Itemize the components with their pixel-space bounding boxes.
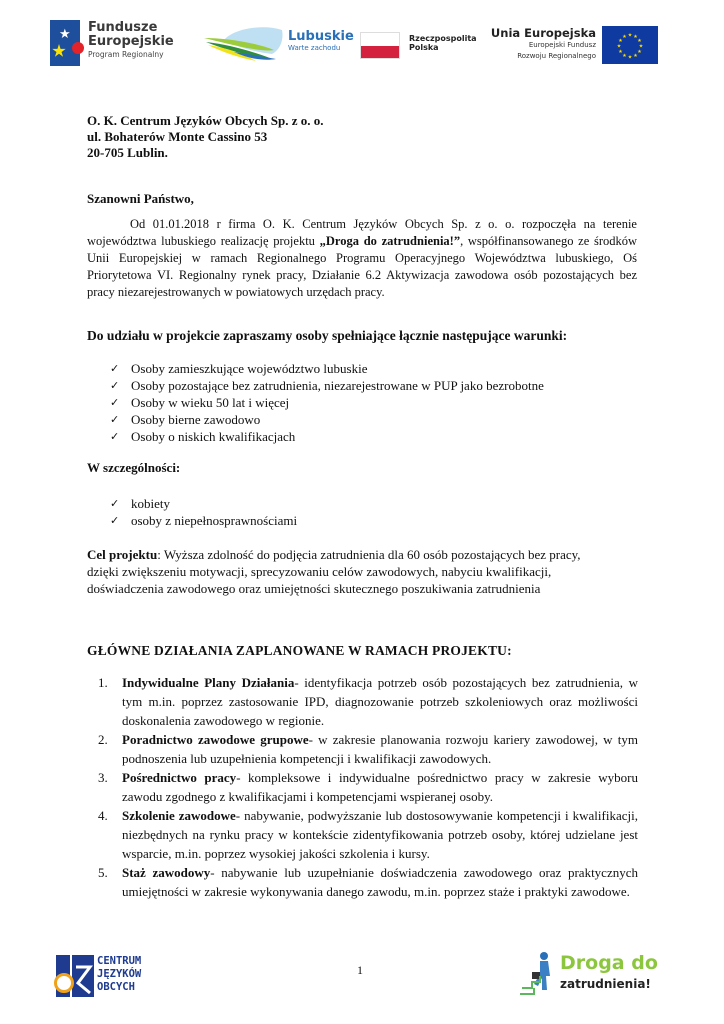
fundusze-line1: Fundusze (88, 20, 158, 35)
greeting: Szanowni Państwo, (87, 191, 194, 206)
activities-list (98, 673, 638, 901)
polska-line1: Rzeczpospolita (409, 34, 477, 43)
recipient-address (87, 113, 324, 161)
eu-star-icon: ★ (638, 44, 644, 50)
checkmark-icon: ✓ (110, 362, 120, 375)
rzeczpospolita-polska-logo (360, 30, 480, 62)
activity-item: 3. Pośrednictwo pracy- kompleksowe i indywidualne pośrednictwo pracy w zakresie wyboru zawodu zgodnego z kwalifikacjami i kompetencjami wspieranej osoby. (98, 770, 639, 804)
fundusze-line2: Europejskie (88, 34, 174, 49)
goal-text: : Wyższa zdolność do podjęcia zatrudnienia dla 60 osób pozostających bez pracy, dzięki zwiększeniu motywacji, sprecyzowaniu celów zawodowych, nabyciu kwalifikacji, doświadczenia zawodowego oraz umiejętności skutecznego poszukiwania zatrudnienia (87, 547, 581, 596)
eu-star-icon: ★ (622, 35, 627, 40)
eu-star-icon: ★ (633, 54, 638, 59)
checkmark-icon: ✓ (110, 379, 120, 392)
eu-star-icon: ★ (618, 50, 623, 55)
polska-line2: Polska (409, 43, 439, 52)
lubuskie-logo (204, 24, 354, 68)
list-item: ✓ Osoby bierne zawodowo (110, 412, 261, 427)
checkmark-icon: ✓ (110, 514, 120, 527)
checkmark-icon: ✓ (110, 396, 120, 409)
project-name: „Droga do zatrudnienia!” (319, 234, 461, 248)
unia-europejska-logo (488, 24, 658, 68)
eu-star-icon: ★ (637, 39, 642, 44)
list-item: ✓ Osoby w wieku 50 lat i więcej (110, 395, 290, 410)
ue-line3: Rozwoju Regionalnego (517, 52, 596, 60)
list-item: ✓ Osoby pozostające bez zatrudnienia, niezarejestrowane w PUP jako bezrobotne (110, 378, 544, 393)
fundusze-europejskie-logo (48, 18, 198, 70)
list-item: ✓ Osoby zamieszkujące województwo lubuskie (110, 361, 368, 376)
intro-paragraph (87, 216, 637, 301)
person-climbing-stairs-icon (520, 950, 560, 1000)
activity-item: 2. Poradnictwo zawodowe grupowe- w zakresie planowania rozwoju kariery zawodowej, w tym podnoszenia lub uzupełnienia kompetencji i kwalifikacji zawodowych. (98, 732, 638, 766)
cjo-line2: JĘZYKÓW (97, 968, 142, 980)
list-item: ✓ osoby z niepełnosprawnościami (110, 513, 298, 528)
droga-do-zatrudnienia-logo (520, 950, 690, 1000)
fundusze-line3: Program Regionalny (88, 50, 164, 59)
eu-star-icon: ★ (616, 44, 622, 50)
address-line2: ul. Bohaterów Monte Cassino 53 (87, 129, 268, 144)
project-goal (87, 546, 607, 597)
eu-star-icon: ★ (618, 39, 623, 44)
address-line3: 20-705 Lublin. (87, 145, 168, 160)
eu-star-icon: ★ (627, 33, 633, 39)
ok-logo-icon (56, 955, 94, 997)
ue-line2: Europejski Fundusz (528, 41, 596, 49)
lubuskie-name: Lubuskie (288, 29, 354, 44)
eu-star-icon: ★ (627, 55, 633, 61)
address-line1: O. K. Centrum Języków Obcych Sp. z o. o. (87, 113, 324, 128)
goal-label: Cel projektu (87, 547, 158, 562)
centrum-jezykow-obcych-logo (56, 955, 156, 997)
particular-list (110, 495, 297, 529)
intro-part2: , współfinansowanego ze środków Unii Europejskiej w ramach Regionalnego Programu Operacyjnego Województwa lubuskiego, Oś Priorytetowa VI. Regionalny rynek pracy, Działanie 6.2 Aktywizacja zawodowa osób pozostających bez pracy niezarejestrowanych w powiatowych urzędach pracy. (87, 234, 638, 299)
activity-item: 4. Szkolenie zawodowe- nabywanie, podwyższanie lub dostosowywanie kompetencji i kwalifikacji, niezbędnych na rynku pracy w kontekście zidentyfikowania potrzeb osoby, której udzielane jest wsparcie, m.in. poprzez wysokiej jakości szkolenia i kursy. (98, 808, 638, 861)
eu-star-icon: ★ (622, 54, 627, 59)
list-item: ✓ Osoby o niskich kwalifikacjach (110, 429, 296, 444)
checkmark-icon: ✓ (110, 497, 120, 510)
checkmark-icon: ✓ (110, 430, 120, 443)
list-item: ✓ kobiety (110, 496, 170, 511)
activity-item: 1. Indywidualne Plany Działania- identyfikacja potrzeb osób pozostających bez zatrudnienia, w tym m.in. poprzez zastosowanie IPD, diagnozowanie potrzeb szkoleniowych oraz możliwości doskonalenia zawodowego w regionie. (98, 675, 638, 728)
particular-title: W szczególności: (87, 460, 181, 475)
cjo-line3: OBCYCH (97, 981, 135, 993)
conditions-list (110, 360, 544, 445)
conditions-title: Do udziału w projekcie zapraszamy osoby spełniające łącznie następujące warunki: (87, 328, 568, 343)
eu-flag-icon (602, 26, 658, 64)
intro-part1: Od 01.01.2018 r firma O. K. Centrum Języków Obcych Sp. z o. o. rozpoczęła na terenie województwa lubuskiego realizację projektu (87, 217, 637, 248)
polish-flag-icon (360, 32, 400, 59)
activity-item: 5. Staż zawodowy- nabywanie lub uzupełnianie doświadczenia zawodowego oraz praktycznych umiejętności w zakresie wykonywania danego zawodu, m.in. poprzez staże i praktyki zawodowe. (98, 865, 638, 899)
checkmark-icon: ✓ (110, 413, 120, 426)
droga-line1: Droga do (560, 952, 658, 974)
activities-title: GŁÓWNE DZIAŁANIA ZAPLANOWANE W RAMACH PROJEKTU: (87, 643, 512, 658)
eu-star-icon: ★ (637, 50, 642, 55)
lubuskie-wave-icon (204, 24, 284, 62)
header-logos (0, 14, 724, 74)
droga-line2: zatrudnienia! (560, 977, 651, 991)
cjo-line1: CENTRUM (97, 955, 142, 967)
page-number: 1 (357, 963, 363, 977)
ue-title: Unia Europejska (490, 26, 596, 40)
eu-star-icon: ★ (633, 35, 638, 40)
lubuskie-tagline: Warte zachodu (288, 44, 341, 52)
fundusze-flag-icon: ★ (50, 20, 80, 66)
